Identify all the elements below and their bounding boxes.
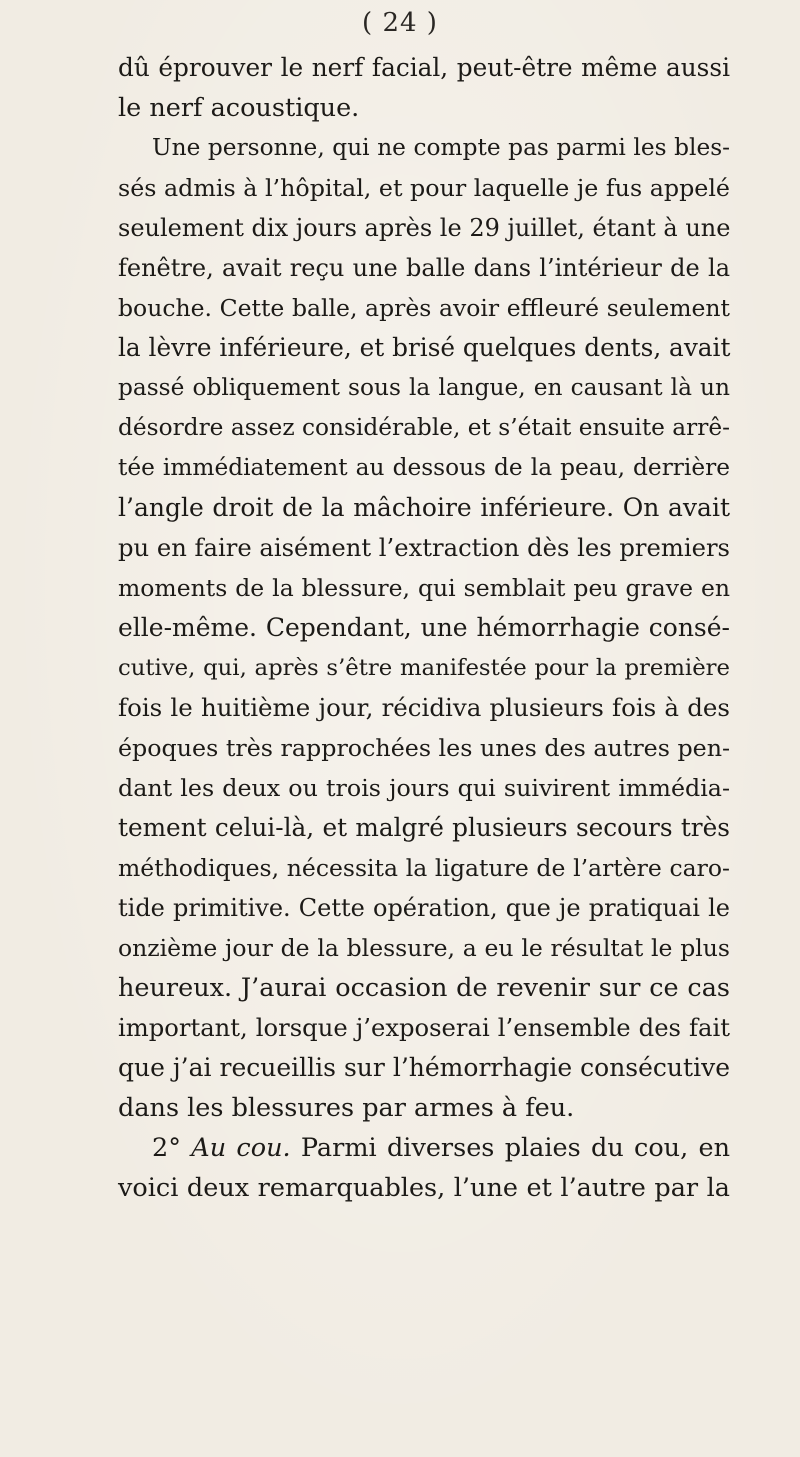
text-line: onzième jour de la blessure, a eu le résultat le plus [118,934,730,962]
text-line: dans les blessures par armes à feu. [118,1093,575,1123]
text-line: méthodiques, nécessita la ligature de l’artère caro- [118,854,730,882]
text-line: seulement dix jours après le 29 juillet, étant à une [118,214,731,242]
section-2-line [118,1128,730,1168]
text-line: elle-même. Cependant, une hémorrhagie consé- [118,613,730,642]
section-heading: Au cou. [191,1133,291,1163]
text-line: passé obliquement sous la langue, en causant là un [118,374,730,401]
page-number: ( 24 ) [362,8,438,38]
text-line: dû éprouver le nerf facial, peut-être même aussi [118,53,730,82]
text-line: bouche. Cette balle, après avoir effleuré seulement [118,294,730,322]
text-line: désordre assez considérable, et s’était ensuite arrê- [118,414,731,441]
text-line: le nerf acoustique. [118,93,360,123]
text-line: sés admis à l’hôpital, et pour laquelle je fus appelé [118,174,730,202]
text-line: pu en faire aisément l’extraction dès les premiers [118,533,730,562]
body-text [118,48,730,1208]
text-line: moments de la blessure, qui semblait peu grave en [118,574,730,602]
text-line: fenêtre, avait reçu une balle dans l’intérieur de la [118,254,730,282]
text-line: cutive, qui, après s’être manifestée pour la première [118,655,730,681]
text-line: fois le huitième jour, récidiva plusieurs fois à des [118,693,730,722]
text-line: la lèvre inférieure, et brisé quelques dents, avait [118,333,731,362]
section-text: Parmi diverses plaies du cou, en [300,1133,731,1163]
text-line: heureux. J’aurai occasion de revenir sur ce cas [118,973,730,1003]
text-line: dant les deux ou trois jours qui suivirent immédia- [118,774,730,802]
text-line: époques très rapprochées les unes des autres pen- [118,734,731,762]
text-line: Une personne, qui ne compte pas parmi les bles- [152,134,730,161]
section-number: 2° [152,1133,181,1163]
text-line: voici deux remarquables, l’une et l’autre par la [118,1173,730,1203]
text-line: que j’ai recueillis sur l’hémorrhagie consécutive [118,1053,730,1082]
text-line: tement celui-là, et malgré plusieurs secours très [118,813,730,842]
text-line: tide primitive. Cette opération, que je pratiquai le [118,894,730,922]
text-line: important, lorsque j’exposerai l’ensemble des fait [118,1013,730,1042]
text-line: tée immédiatement au dessous de la peau, derrière [118,454,730,481]
text-line: l’angle droit de la mâchoire inférieure. On avait [118,493,730,522]
